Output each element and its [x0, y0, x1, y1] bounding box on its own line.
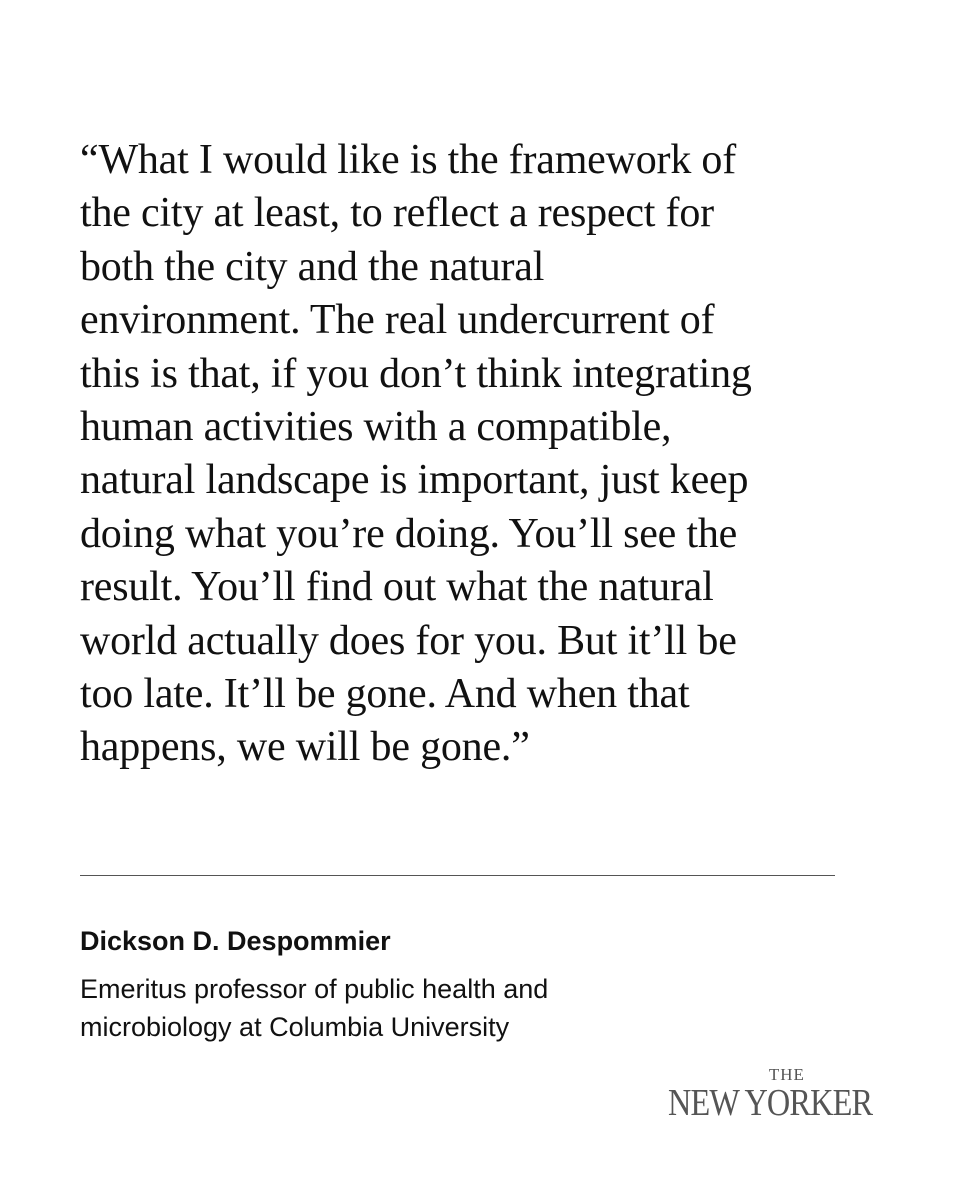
quote-text — [80, 134, 880, 775]
attribution-title-line: microbiology at Columbia University — [80, 1012, 510, 1042]
quote-line: human activities with a compatible, — [80, 404, 672, 451]
quote-line: happens, we will be gone.” — [80, 724, 530, 771]
quote-line: this is that, if you don’t think integrating — [80, 350, 752, 397]
new-yorker-logo — [632, 1066, 872, 1122]
quote-line: environment. The real undercurrent of — [80, 297, 715, 344]
attribution-title — [80, 970, 548, 1046]
quote-line: natural landscape is important, just keep — [80, 457, 749, 504]
logo-the: THE — [768, 1065, 805, 1084]
quote-line: world actually does for you. But it’ll be — [80, 617, 737, 664]
divider — [80, 875, 835, 876]
quote-line: “What I would like is the framework of — [80, 137, 737, 183]
quote-line: too late. It’ll be gone. And when that — [80, 671, 690, 718]
attribution-name: Dickson D. Despommier — [80, 926, 391, 956]
quote-line: result. You’ll find out what the natural — [80, 564, 714, 611]
attribution-title-line: Emeritus professor of public health and — [80, 974, 549, 1004]
quote-line: the city at least, to reflect a respect for — [80, 190, 714, 237]
logo-name: NEW YORKER — [667, 1082, 872, 1124]
quote-line: both the city and the natural — [80, 243, 545, 290]
quote-line: doing what you’re doing. You’ll see the — [80, 510, 738, 557]
